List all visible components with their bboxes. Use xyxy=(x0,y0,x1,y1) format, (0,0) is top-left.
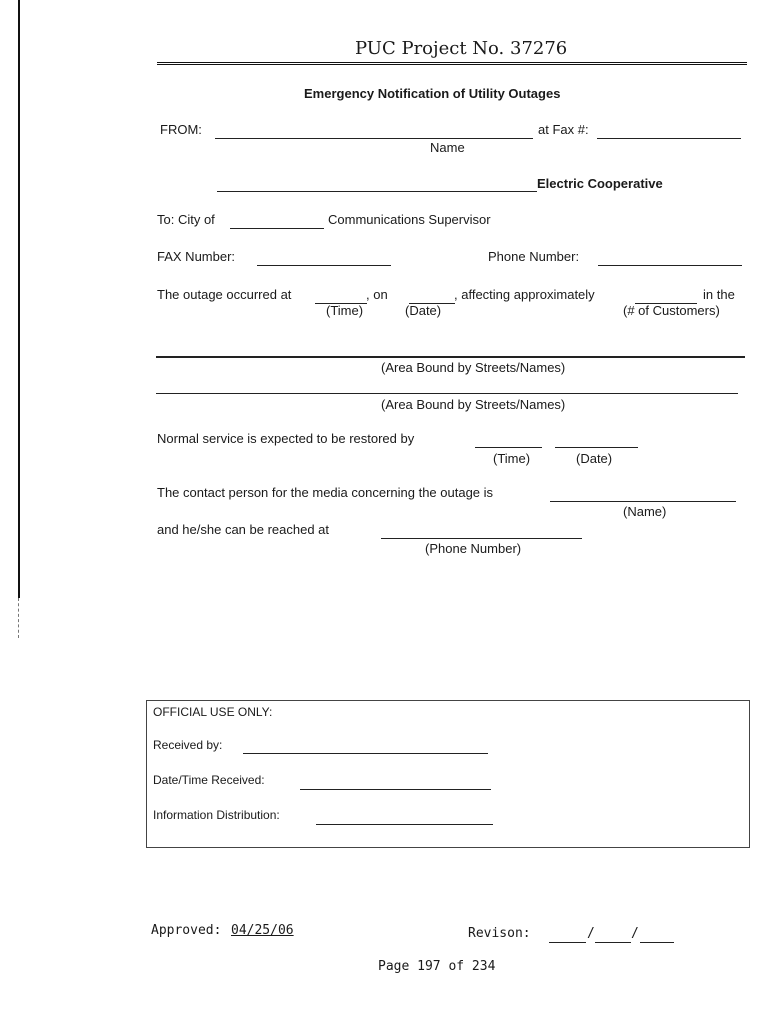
fax-field[interactable] xyxy=(597,138,741,139)
left-margin-dash xyxy=(18,598,19,638)
restore-time-field[interactable] xyxy=(475,447,542,448)
contact-name-field[interactable] xyxy=(550,501,736,502)
cooperative-label: Electric Cooperative xyxy=(537,176,663,191)
received-by-label: Received by: xyxy=(153,738,223,752)
phone-caption: (Phone Number) xyxy=(425,541,522,556)
restore-time-caption: (Time) xyxy=(493,451,531,466)
area-field-2[interactable] xyxy=(156,393,738,394)
information-distribution-label: Information Distribution: xyxy=(153,808,280,822)
outage-at-text: The outage occurred at xyxy=(157,287,292,302)
phone-number-field[interactable] xyxy=(598,265,742,266)
outage-affecting-text: , affecting approximately xyxy=(454,287,595,302)
fax-number-field[interactable] xyxy=(257,265,391,266)
page-number: Page 197 of 234 xyxy=(378,959,496,974)
outage-in-the-text: in the xyxy=(703,287,735,302)
fax-number-label: FAX Number: xyxy=(157,249,236,264)
name-caption: Name xyxy=(430,140,465,155)
outage-date-caption: (Date) xyxy=(405,303,442,318)
project-header: PUC Project No. 37276 xyxy=(355,38,568,59)
left-margin-bar xyxy=(18,0,20,598)
date-time-received-field[interactable] xyxy=(300,789,491,790)
outage-customers-caption: (# of Customers) xyxy=(623,303,720,318)
approved-label: Approved: xyxy=(151,923,222,938)
revision-month-field[interactable] xyxy=(549,942,586,943)
restore-text: Normal service is expected to be restored by xyxy=(157,431,415,446)
outage-on-text: , on xyxy=(366,287,388,302)
outage-time-caption: (Time) xyxy=(326,303,364,318)
approved-date: 04/25/06 xyxy=(231,923,294,938)
from-label: FROM: xyxy=(160,122,202,137)
city-field[interactable] xyxy=(230,228,324,229)
phone-number-label: Phone Number: xyxy=(488,249,580,264)
revision-slash-2: / xyxy=(631,926,639,941)
reach-text: and he/she can be reached at xyxy=(157,522,330,537)
revision-year-field[interactable] xyxy=(640,942,674,943)
restore-date-caption: (Date) xyxy=(576,451,613,466)
fax-label: at Fax #: xyxy=(538,122,589,137)
contact-name-caption: (Name) xyxy=(623,504,667,519)
received-by-field[interactable] xyxy=(243,753,488,754)
to-city-suffix: Communications Supervisor xyxy=(328,212,491,227)
contact-phone-field[interactable] xyxy=(381,538,582,539)
from-name-field[interactable] xyxy=(215,138,533,139)
revision-slash-1: / xyxy=(587,926,595,941)
area-field-1[interactable] xyxy=(156,356,745,358)
area-caption-2: (Area Bound by Streets/Names) xyxy=(381,397,566,412)
revision-day-field[interactable] xyxy=(595,942,631,943)
cooperative-field[interactable] xyxy=(217,191,537,192)
contact-text: The contact person for the media concerning the outage is xyxy=(157,485,494,500)
form-title: Emergency Notification of Utility Outages xyxy=(304,86,561,101)
area-caption-1: (Area Bound by Streets/Names) xyxy=(381,360,566,375)
information-distribution-field[interactable] xyxy=(316,824,493,825)
date-time-received-label: Date/Time Received: xyxy=(153,773,265,787)
header-rule xyxy=(157,62,747,65)
restore-date-field[interactable] xyxy=(555,447,638,448)
revision-label: Revison: xyxy=(468,926,531,941)
to-city-label: To: City of xyxy=(157,212,215,227)
official-use-heading: OFFICIAL USE ONLY: xyxy=(153,705,273,719)
